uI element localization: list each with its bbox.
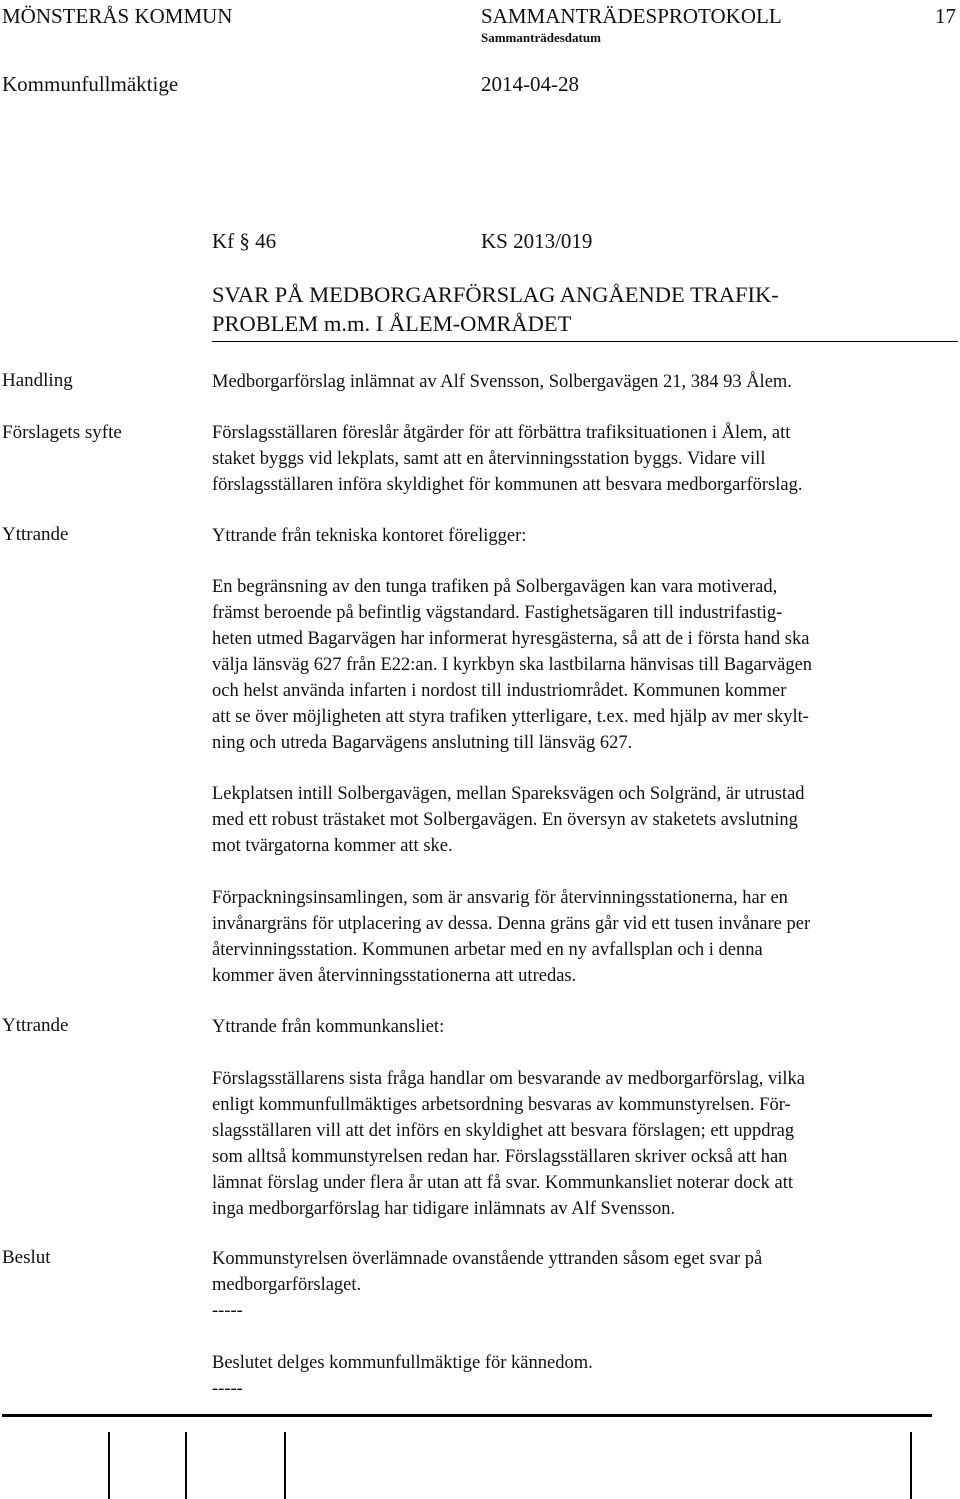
statement-1-label: Yttrande (2, 524, 69, 545)
handling-text: Medborgarförslag inlämnat av Alf Svensson, Solbergavägen 21, 384 93 Ålem. (212, 372, 792, 392)
case-title-line-2: PROBLEM m.m. I ÅLEM-OMRÅDET (212, 311, 572, 336)
text-line: Lekplatsen intill Solbergavägen, mellan Spareksvägen och Solgränd, är utrustad (212, 784, 805, 804)
separator-dashes: ----- (212, 1301, 243, 1321)
assembly-name: Kommunfullmäktige (2, 72, 179, 96)
text-line: som alltså kommunstyrelsen redan har. Förslagsställaren skriver också att han (212, 1147, 788, 1167)
text-line: Beslutet delges kommunfullmäktige för kännedom. (212, 1353, 593, 1373)
paragraph-number: Kf § 46 (212, 229, 277, 253)
decision-text (212, 1246, 952, 1324)
meeting-date: 2014-04-28 (481, 72, 579, 96)
statement-1-paragraph-2 (212, 781, 952, 859)
text-line: lämnat förslag under flera år utan att få svar. Kommunkansliet noterar dock att (212, 1173, 793, 1193)
text-line: heten utmed Bagarvägen har informerat hyresgästerna, så att de i första hand ska (212, 629, 810, 649)
signature-column-line (910, 1432, 912, 1499)
date-label: Sammanträdesdatum (481, 30, 601, 45)
text-line: medborgarförslaget. (212, 1275, 362, 1295)
signature-column-line (108, 1432, 110, 1499)
decision-label: Beslut (2, 1247, 51, 1268)
text-line: med ett robust trästaket mot Solbergavägen. En översyn av staketets avslutning (212, 810, 798, 830)
purpose-line: staket byggs vid lekplats, samt att en återvinningsstation byggs. Vidare vill (212, 449, 766, 469)
text-line: mot tvärgatorna kommer att ske. (212, 836, 453, 856)
text-line: återvinningsstation. Kommunen arbetar med en ny avfallsplan och i denna (212, 940, 763, 960)
title-divider (212, 341, 958, 342)
text-line: ning och utreda Bagarvägens anslutning till länsväg 627. (212, 733, 633, 753)
text-line: inga medborgarförslag har tidigare inlämnats av Alf Svensson. (212, 1199, 676, 1219)
text-line: Förpackningsinsamlingen, som är ansvarig för återvinningsstationerna, har en (212, 888, 788, 908)
case-reference: KS 2013/019 (481, 229, 593, 253)
text-line: och helst använda infarten i nordost till industriområdet. Kommunen kommer (212, 681, 787, 701)
text-line: Kommunstyrelsen överlämnade ovanstående yttranden såsom eget svar på (212, 1249, 763, 1269)
text-line: välja länsväg 627 från E22:an. I kyrkbyn ska lastbilarna hänvisas till Bagarvägen (212, 655, 813, 675)
municipality-name: MÖNSTERÅS KOMMUN (2, 4, 233, 28)
case-title-line-1: SVAR PÅ MEDBORGARFÖRSLAG ANGÅENDE TRAFIK- (212, 282, 779, 307)
text-line: Förslagsställarens sista fråga handlar om besvarande av medborgarförslag, vilka (212, 1069, 806, 1089)
purpose-label: Förslagets syfte (2, 422, 122, 443)
text-line: En begränsning av den tunga trafiken på Solbergavägen kan vara motiverad, (212, 577, 778, 597)
text-line: slagsställaren vill att det införs en skyldighet att besvara förslagen; ett uppdrag (212, 1121, 795, 1141)
statement-1-paragraph-3 (212, 885, 952, 989)
purpose-line: Förslagsställaren föreslår åtgärder för att förbättra trafiksituationen i Ålem, att (212, 423, 791, 443)
statement-2-paragraph (212, 1066, 952, 1222)
purpose-line: förslagsställaren införa skyldighet för kommunen att besvara medborgarförslag. (212, 475, 803, 495)
separator-dashes: ----- (212, 1379, 243, 1399)
statement-2-intro: Yttrande från kommunkansliet: (212, 1017, 445, 1037)
signature-column-line (284, 1432, 286, 1499)
statement-2-label: Yttrande (2, 1015, 69, 1036)
signature-column-line (185, 1432, 187, 1499)
handling-label: Handling (2, 370, 73, 391)
statement-1-paragraph-1 (212, 574, 952, 756)
purpose-text (212, 420, 952, 498)
footer-rule (2, 1414, 932, 1417)
page-number: 17 (935, 4, 956, 28)
text-line: att se över möjligheten att styra trafiken ytterligare, t.ex. med hjälp av mer skylt- (212, 707, 809, 727)
decision-note (212, 1350, 952, 1402)
statement-1-intro: Yttrande från tekniska kontoret föreligger: (212, 526, 527, 546)
text-line: kommer även återvinningsstationerna att utredas. (212, 966, 577, 986)
text-line: främst beroende på befintlig vägstandard. Fastighetsägaren till industrifastig- (212, 603, 783, 623)
document-type: SAMMANTRÄDESPROTOKOLL (481, 4, 782, 28)
text-line: invånargräns för utplacering av dessa. Denna gräns går vid ett tusen invånare per (212, 914, 811, 934)
text-line: enligt kommunfullmäktiges arbetsordning besvaras av kommunstyrelsen. För- (212, 1095, 791, 1115)
